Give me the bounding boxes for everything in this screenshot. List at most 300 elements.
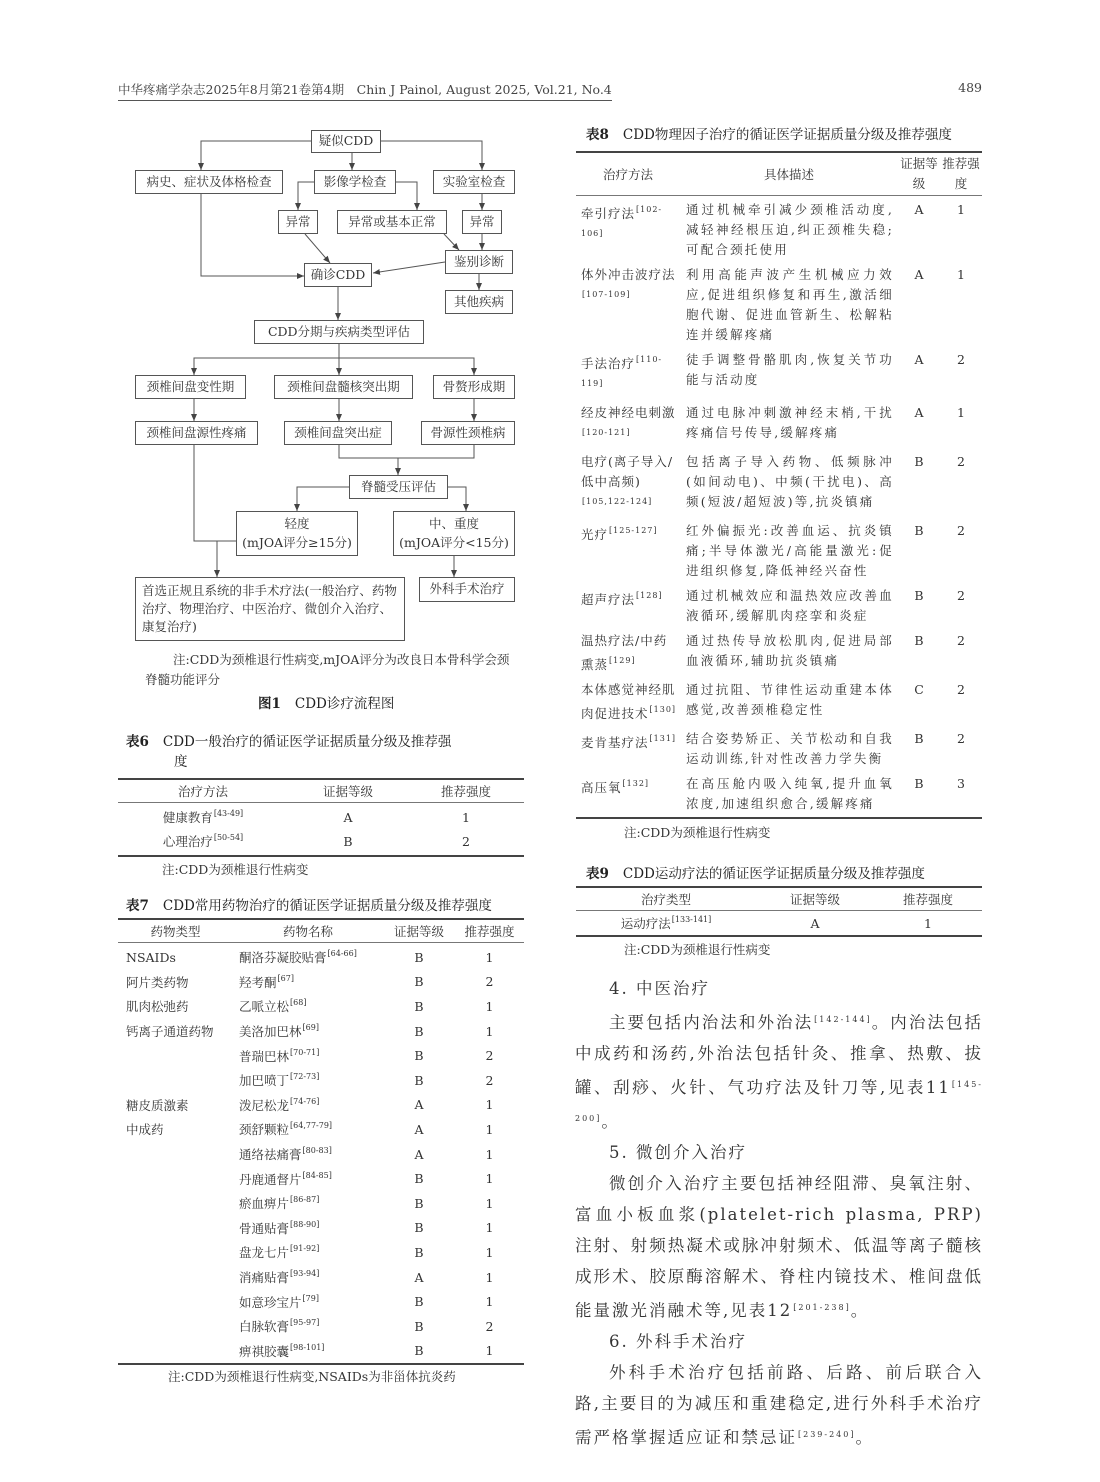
col-header: 推荐强度 xyxy=(942,156,980,191)
cell-text: 消痛贴膏 xyxy=(239,1270,290,1286)
text: 外科手术治疗包括前路、后路、前后联合入路,主要目的为减压和重建稳定,进行外科手术治疗需严格掌握适应证和禁忌证 xyxy=(575,1363,983,1447)
cell-text: 丹鹿通督片 xyxy=(239,1171,302,1187)
table-cell xyxy=(383,1245,455,1260)
flow-type3: 骨源性颈椎病 xyxy=(421,421,515,445)
severe-label: 中、重度 xyxy=(428,516,479,532)
table-cell xyxy=(874,916,982,931)
table-cell xyxy=(455,1294,524,1309)
citation: [128] xyxy=(636,591,663,600)
table-cell xyxy=(680,265,898,345)
table-cell xyxy=(940,631,982,651)
table-cell xyxy=(455,1024,524,1039)
table-cell xyxy=(576,774,680,798)
table-cell xyxy=(233,1170,383,1188)
cell-text: B xyxy=(914,633,924,648)
cell-text: 2 xyxy=(485,1072,494,1088)
col-header: 推荐强度 xyxy=(440,784,491,799)
table-cell xyxy=(383,1196,455,1211)
table-cell xyxy=(233,1071,383,1089)
cell-text: A xyxy=(914,267,924,282)
cell-text: B xyxy=(414,998,424,1014)
table-cell xyxy=(898,774,940,794)
table-cell xyxy=(383,1294,455,1309)
cell-text: 通过抗阻、节律性运动重建本体感觉,改善颈椎稳定性 xyxy=(686,682,894,717)
table-cell xyxy=(233,1047,383,1065)
cell-text: 中成药 xyxy=(126,1122,164,1138)
table-row xyxy=(118,1265,524,1290)
cell-text: B xyxy=(914,588,924,603)
citation: [86-87] xyxy=(290,1195,320,1205)
cell-text: 手法治疗 xyxy=(581,356,636,371)
table9-title: CDD运动疗法的循证医学证据质量分级及推荐强度 xyxy=(622,866,925,882)
cell-text: A xyxy=(343,809,353,825)
col-header: 具体描述 xyxy=(763,167,814,182)
cell-text: 超声疗法 xyxy=(581,592,636,607)
table7-title: CDD常用药物治疗的循证医学证据质量分级及推荐强度 xyxy=(162,898,492,914)
table-cell xyxy=(940,774,982,794)
cell-text: 1 xyxy=(485,998,494,1014)
section-heading-surgery: 6. 外科手术治疗 xyxy=(609,1332,747,1351)
table-cell xyxy=(455,1319,524,1334)
cell-text: 1 xyxy=(485,1171,494,1187)
citation: [130] xyxy=(649,705,677,714)
table-cell xyxy=(576,729,680,753)
table-cell xyxy=(680,200,898,260)
cell-text: 1 xyxy=(957,202,965,217)
table-cell xyxy=(940,403,982,423)
table-cell xyxy=(118,1096,233,1114)
table-cell xyxy=(680,586,898,626)
flow-other-disease: 其他疾病 xyxy=(445,290,513,314)
table-cell xyxy=(680,452,898,512)
paragraph-minimally-invasive xyxy=(575,1168,983,1326)
citation: [68] xyxy=(290,998,307,1008)
table-cell xyxy=(576,403,680,447)
cell-text: B xyxy=(914,523,924,538)
cell-text: 高压氧 xyxy=(581,780,622,795)
table-row xyxy=(118,1166,524,1191)
table-row xyxy=(576,678,982,727)
table-cell xyxy=(898,586,940,606)
table-cell xyxy=(288,810,408,825)
citation: [80-83] xyxy=(302,1146,332,1156)
table-cell xyxy=(680,521,898,581)
citation: [67] xyxy=(277,973,294,983)
flow-staging: CDD分期与疾病类型评估 xyxy=(254,320,424,344)
citation: [107-109] xyxy=(582,290,631,299)
text: 。内治法包括中成药和汤药,外治法包括针灸、推拿、热敷、拔罐、刮痧、火针、气功疗法及针刀等,见表11 xyxy=(575,1013,984,1097)
citation: [79] xyxy=(302,1293,319,1303)
table-cell xyxy=(233,1022,383,1040)
cell-text: 通络祛痛膏 xyxy=(239,1147,302,1163)
cell-text: 2 xyxy=(957,523,965,538)
table-cell xyxy=(898,680,940,700)
table7-note: 注:CDD为颈椎退行性病变,NSAIDs为非甾体抗炎药 xyxy=(168,1369,456,1385)
citation: [95-97] xyxy=(290,1318,320,1328)
table-cell xyxy=(383,1024,455,1039)
table-cell xyxy=(455,1073,524,1088)
cell-text: 阿片类药物 xyxy=(126,974,189,990)
table-cell xyxy=(233,997,383,1015)
table-cell xyxy=(680,631,898,671)
table-cell xyxy=(233,948,383,966)
cell-text: 2 xyxy=(957,731,965,746)
table-row xyxy=(576,911,982,935)
cell-text: 健康教育 xyxy=(162,810,213,825)
table-cell xyxy=(455,1147,524,1162)
table-cell xyxy=(118,1022,233,1040)
table-cell xyxy=(408,834,524,849)
table-cell xyxy=(383,974,455,989)
table-cell xyxy=(940,200,982,220)
table-cell xyxy=(455,1048,524,1063)
cell-text: 加巴喷丁 xyxy=(239,1073,290,1089)
table-cell xyxy=(576,350,680,398)
flow-type1: 颈椎间盘源性疼痛 xyxy=(135,421,258,445)
section-heading-minimally-invasive: 5. 微创介入治疗 xyxy=(609,1143,747,1162)
flow-stage2: 颈椎间盘髓核突出期 xyxy=(274,375,413,399)
citation: [98-101] xyxy=(290,1342,325,1352)
table-row xyxy=(118,1093,524,1118)
cell-text: 1 xyxy=(485,1097,494,1113)
table-cell xyxy=(576,914,756,932)
cell-text: 瘀血痹片 xyxy=(239,1196,290,1212)
table-cell xyxy=(383,1270,455,1285)
cell-text: 经皮神经电刺激 xyxy=(581,405,676,420)
table-cell xyxy=(455,1097,524,1112)
table-row xyxy=(118,1314,524,1339)
table-cell xyxy=(118,950,233,965)
table-cell xyxy=(940,452,982,472)
cell-text: A xyxy=(414,1097,424,1113)
cell-text: 运动疗法 xyxy=(620,916,671,931)
cell-text: 1 xyxy=(957,405,965,420)
table-cell xyxy=(455,1196,524,1211)
flow-surgery: 外科手术治疗 xyxy=(419,577,515,602)
table8-header xyxy=(576,153,982,195)
paragraph-surgery xyxy=(575,1357,983,1453)
cell-text: 1 xyxy=(924,915,932,931)
cell-text: 钙离子通道药物 xyxy=(126,1024,214,1040)
table9-label: 表9 xyxy=(586,866,609,882)
cell-text: 2 xyxy=(957,588,965,603)
citation: [110-119] xyxy=(581,355,663,388)
table-row xyxy=(118,970,524,995)
citation: [132] xyxy=(622,779,650,788)
table-cell xyxy=(233,1293,383,1311)
table-cell xyxy=(383,1319,455,1334)
citation: [91-92] xyxy=(290,1244,320,1254)
citation: [201-238] xyxy=(793,1303,851,1312)
cell-text: 1 xyxy=(485,1244,494,1260)
table-cell xyxy=(680,350,898,390)
table-cell xyxy=(680,729,898,769)
cell-text: 通过机械效应和温热效应改善血液循环,缓解肌肉痉挛和炎症 xyxy=(686,588,894,623)
table-cell xyxy=(408,810,524,825)
citation: [72-73] xyxy=(290,1072,320,1082)
citation: [142-144] xyxy=(814,1015,872,1024)
cell-text: 肌肉松弛药 xyxy=(126,999,189,1015)
table-cell xyxy=(756,916,874,931)
cell-text: 1 xyxy=(485,1195,494,1211)
table-row xyxy=(576,727,982,772)
table-cell xyxy=(118,808,288,826)
table8-label: 表8 xyxy=(586,127,609,143)
table-cell xyxy=(233,1145,383,1163)
table-cell xyxy=(576,631,680,675)
citation: [74-76] xyxy=(290,1096,320,1106)
table-cell xyxy=(383,1343,455,1358)
cell-text: 体外冲击波疗法 xyxy=(581,267,676,282)
table-row xyxy=(118,1142,524,1167)
table-cell xyxy=(455,1171,524,1186)
col-header: 推荐强度 xyxy=(464,924,515,939)
citation: [239-240] xyxy=(798,1430,856,1439)
table6-note: 注:CDD为颈椎退行性病变 xyxy=(162,862,309,877)
table-cell xyxy=(898,631,940,651)
cell-text: 酮洛芬凝胶贴膏 xyxy=(239,950,327,966)
cell-text: A xyxy=(414,1121,424,1137)
mild-label: 轻度 xyxy=(284,516,310,532)
table-row xyxy=(118,1240,524,1265)
citation: [145-200] xyxy=(575,1080,983,1123)
table8-note: 注:CDD为颈椎退行性病变 xyxy=(624,825,771,840)
table-cell xyxy=(576,452,680,516)
flow-stage3: 骨赘形成期 xyxy=(433,375,515,399)
table-cell xyxy=(455,1122,524,1137)
flow-abnormal-lab: 异常 xyxy=(462,210,502,234)
table-cell xyxy=(233,1268,383,1286)
table-cell xyxy=(118,997,233,1015)
col-header: 药物名称 xyxy=(282,924,333,939)
flow-nonsurgical: 首选正规且系统的非手术疗法(一般治疗、药物治疗、物理治疗、中医治疗、微创介入治疗、康复治疗) xyxy=(135,577,405,641)
table-row xyxy=(576,519,982,584)
table-row xyxy=(118,1339,524,1364)
table-cell xyxy=(576,521,680,545)
cell-text: 2 xyxy=(957,682,965,697)
cell-text: 2 xyxy=(485,974,494,990)
cell-text: 通过热传导放松肌肉,促进局部血液循环,辅助抗炎镇痛 xyxy=(686,633,894,668)
table-cell xyxy=(680,680,898,720)
cell-text: B xyxy=(414,1244,424,1260)
table-cell xyxy=(455,1220,524,1235)
cell-text: B xyxy=(414,1195,424,1211)
table-cell xyxy=(288,834,408,849)
flow-history-exam: 病史、症状及体格检查 xyxy=(135,170,283,194)
table-cell xyxy=(383,1220,455,1235)
flow-cord-compression: 脊髓受压评估 xyxy=(349,475,448,499)
cell-text: 1 xyxy=(485,1269,494,1285)
flow-abnormal-imaging: 异常 xyxy=(278,210,318,234)
table-cell xyxy=(455,974,524,989)
text: 。 xyxy=(855,1428,874,1447)
cell-text: 1 xyxy=(485,1023,494,1039)
cell-text: 光疗 xyxy=(581,527,609,542)
table-row xyxy=(576,450,982,519)
cell-text: 骨通贴膏 xyxy=(239,1220,290,1236)
table-cell xyxy=(898,521,940,541)
cell-text: 痹祺胶囊 xyxy=(239,1343,290,1359)
table-cell xyxy=(455,1270,524,1285)
body-text xyxy=(575,973,983,1453)
cell-text: B xyxy=(914,731,924,746)
table-row xyxy=(118,1019,524,1044)
table6-title: CDD一般治疗的循证医学证据质量分级及推荐强度 xyxy=(162,734,452,770)
table6-label: 表6 xyxy=(126,734,149,750)
figure-title: CDD诊疗流程图 xyxy=(294,696,395,712)
citation: [88-90] xyxy=(290,1219,320,1229)
table8-title: CDD物理因子治疗的循证医学证据质量分级及推荐强度 xyxy=(622,127,952,143)
col-header: 证据等级 xyxy=(900,156,938,191)
table-cell xyxy=(383,1171,455,1186)
table7 xyxy=(118,896,524,1387)
cell-text: B xyxy=(414,1072,424,1088)
cell-text: 结合姿势矫正、关节松动和自我运动训练,针对性改善力学失衡 xyxy=(686,731,894,766)
table-row xyxy=(118,1289,524,1314)
cell-text: 徒手调整骨骼肌肉,恢复关节功能与活动度 xyxy=(686,352,894,387)
cell-text: 美洛加巴林 xyxy=(239,1024,302,1040)
col-header: 推荐强度 xyxy=(902,892,953,907)
cell-text: 2 xyxy=(957,633,965,648)
citation: [70-71] xyxy=(290,1047,320,1057)
cell-text: 通过机械牵引减少颈椎活动度,减轻神经根压迫,纠正颈椎失稳;可配合颈托使用 xyxy=(686,202,894,257)
cell-text: A xyxy=(414,1269,424,1285)
table-cell xyxy=(455,1245,524,1260)
cell-text: 乙哌立松 xyxy=(239,999,290,1015)
mild-score: (mJOA评分≥15分) xyxy=(242,534,352,550)
table6 xyxy=(118,732,524,880)
figure-note: 注:CDD为颈椎退行性病变,mJOA评分为改良日本骨科学会颈脊髓功能评分 xyxy=(145,652,510,687)
figure-label: 图1 xyxy=(258,696,281,712)
text: 。 xyxy=(601,1112,620,1131)
table-row xyxy=(118,805,524,829)
page-number: 489 xyxy=(958,80,982,95)
table-row xyxy=(118,829,524,853)
figure-caption xyxy=(258,694,394,714)
table-cell xyxy=(233,973,383,991)
cell-text: 泼尼松龙 xyxy=(239,1097,290,1113)
table-cell xyxy=(940,265,982,285)
flow-mild xyxy=(236,511,358,556)
table9 xyxy=(576,864,982,960)
cell-text: 盘龙七片 xyxy=(239,1245,290,1261)
journal-header: 中华疼痛学杂志2025年8月第21卷第4期 Chin J Painol, August 2025, Vol.21, No.4 xyxy=(118,80,612,101)
table-cell xyxy=(383,999,455,1014)
table-row xyxy=(118,1043,524,1068)
table-cell xyxy=(233,1243,383,1261)
cell-text: 本体感觉神经肌肉促进技术 xyxy=(581,682,676,721)
cell-text: NSAIDs xyxy=(126,949,176,965)
cell-text: B xyxy=(414,1220,424,1236)
table-row xyxy=(576,263,982,348)
table-cell xyxy=(680,403,898,443)
cell-text: 1 xyxy=(485,1121,494,1137)
table-cell xyxy=(898,350,940,370)
citation: [133-141] xyxy=(671,915,712,924)
table-cell xyxy=(680,774,898,814)
table-cell xyxy=(576,265,680,309)
cell-text: 1 xyxy=(485,1146,494,1162)
table7-header xyxy=(118,920,524,942)
cell-text: 红外偏振光:改善血运、抗炎镇痛;半导体激光/高能量激光:促进组织修复,降低神经兴奋性 xyxy=(686,523,894,578)
table-cell xyxy=(576,680,680,724)
col-header: 药物类型 xyxy=(150,924,201,939)
cell-text: 利用高能声波产生机械应力效应,促进组织修复和再生,激活细胞代谢、促进血管新生、松解粘连并缓解疼痛 xyxy=(686,267,894,342)
cell-text: B xyxy=(914,454,924,469)
cell-text: 2 xyxy=(957,352,965,367)
cell-text: 2 xyxy=(485,1318,494,1334)
text: 。 xyxy=(850,1301,870,1320)
table-cell xyxy=(233,1342,383,1360)
cell-text: A xyxy=(810,915,820,931)
citation: [64,77-79] xyxy=(290,1121,333,1131)
table-row xyxy=(118,1068,524,1093)
cell-text: A xyxy=(914,405,924,420)
cell-text: 1 xyxy=(485,1294,494,1310)
table-cell xyxy=(940,586,982,606)
table-cell xyxy=(118,973,233,991)
flow-suspect-cdd: 疑似CDD xyxy=(311,130,381,153)
citation: [131] xyxy=(649,734,677,743)
table-cell xyxy=(383,1048,455,1063)
table-cell xyxy=(940,521,982,541)
table-cell xyxy=(455,950,524,965)
col-header: 治疗方法 xyxy=(177,784,228,799)
table8 xyxy=(576,125,982,843)
cell-text: 在高压舱内吸入纯氧,提升血氧浓度,加速组织愈合,缓解疼痛 xyxy=(686,776,894,811)
cell-text: 1 xyxy=(485,1220,494,1236)
cell-text: 温热疗法/中药熏蒸 xyxy=(581,633,668,672)
cell-text: B xyxy=(343,833,353,849)
table-row xyxy=(118,1191,524,1216)
table-row xyxy=(576,772,982,817)
col-header: 证据等级 xyxy=(789,892,840,907)
table-cell xyxy=(898,403,940,423)
cell-text: 2 xyxy=(485,1048,494,1064)
table-cell xyxy=(383,1073,455,1088)
cell-text: 3 xyxy=(957,776,965,791)
cell-text: 白脉软膏 xyxy=(239,1319,290,1335)
table-cell xyxy=(898,200,940,220)
cell-text: A xyxy=(914,352,924,367)
table-cell xyxy=(455,999,524,1014)
col-header: 治疗方法 xyxy=(602,167,653,182)
table-cell xyxy=(383,1122,455,1137)
table-cell xyxy=(233,1120,383,1138)
table-cell xyxy=(233,1317,383,1335)
table-cell xyxy=(898,452,940,472)
cell-text: B xyxy=(414,1318,424,1334)
table-row xyxy=(576,629,982,678)
text: 微创介入治疗主要包括神经阻滞、臭氧注射、富血小板血浆(platelet-rich plasma, PRP)注射、射频热凝术或脉冲射频术、低温等离子髓核成形术、胶原酶溶解术、脊柱内镜技术、椎间盘低能量激光消融术等,见表12 xyxy=(575,1174,983,1320)
cell-text: A xyxy=(914,202,924,217)
cell-text: 羟考酮 xyxy=(239,974,277,990)
table6-header xyxy=(118,780,524,802)
table-cell xyxy=(898,265,940,285)
table-cell xyxy=(118,1120,233,1138)
table-cell xyxy=(233,1219,383,1237)
cell-text: 1 xyxy=(485,1343,494,1359)
paragraph-tcm xyxy=(575,1004,983,1137)
table-cell xyxy=(383,1097,455,1112)
table-cell xyxy=(576,200,680,248)
citation: [105,122-124] xyxy=(582,497,653,506)
table-row xyxy=(118,945,524,970)
flow-confirm-cdd: 确诊CDD xyxy=(304,263,372,287)
cell-text: B xyxy=(414,1048,424,1064)
flow-severe xyxy=(393,511,515,556)
citation: [93-94] xyxy=(290,1269,320,1279)
